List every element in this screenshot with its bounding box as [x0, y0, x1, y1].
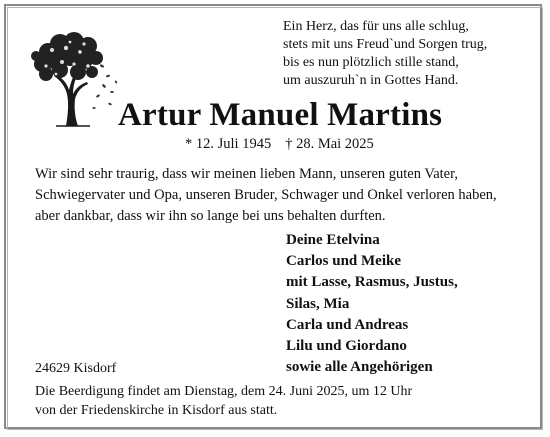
mourners-list — [286, 230, 526, 378]
funeral-info — [35, 382, 515, 420]
poem — [283, 18, 523, 90]
mourner-line: Carlos und Meike — [286, 253, 402, 270]
life-dates — [185, 135, 445, 153]
mourner-line: Carla und Andreas — [286, 316, 409, 333]
mourner-line: sowie alle Angehörigen — [286, 359, 433, 376]
mourner-line: mit Lasse, Rasmus, Justus, — [286, 274, 458, 291]
notice-text-line: aber dankbar, dass wir ihn so lange bei uns behalten durften. — [35, 208, 386, 224]
poem-line: Ein Herz, das für uns alle schlug, — [283, 19, 469, 34]
notice-text — [35, 164, 515, 227]
deceased-name: Artur Manuel Martins — [118, 97, 443, 133]
birth-date: * 12. Juli 1945 — [185, 136, 272, 152]
poem-line: stets mit uns Freud`und Sorgen trug, — [283, 37, 488, 52]
mourner-line: Lilu und Giordano — [286, 338, 407, 355]
funeral-info-line: Die Beerdigung findet am Dienstag, dem 24. Juni 2025, um 12 Uhr — [35, 384, 413, 399]
notice-text-line: Schwiegervater und Opa, unseren Bruder, Schwager und Onkel verloren haben, — [35, 187, 497, 203]
tree-icon — [26, 30, 122, 128]
poem-line: um auszuruh`n in Gottes Hand. — [283, 73, 459, 88]
mourner-line: Silas, Mia — [286, 295, 350, 312]
notice-text-line: Wir sind sehr traurig, dass wir meinen lieben Mann, unseren guten Vater, — [35, 166, 458, 182]
death-date: † 28. Mai 2025 — [285, 136, 374, 152]
place-line: 24629 Kisdorf — [35, 361, 117, 376]
mourner-line: Deine Etelvina — [286, 232, 380, 248]
funeral-info-line: von der Friedenskirche in Kisdorf aus statt. — [35, 403, 278, 418]
poem-line: bis es nun plötzlich stille stand, — [283, 55, 459, 70]
